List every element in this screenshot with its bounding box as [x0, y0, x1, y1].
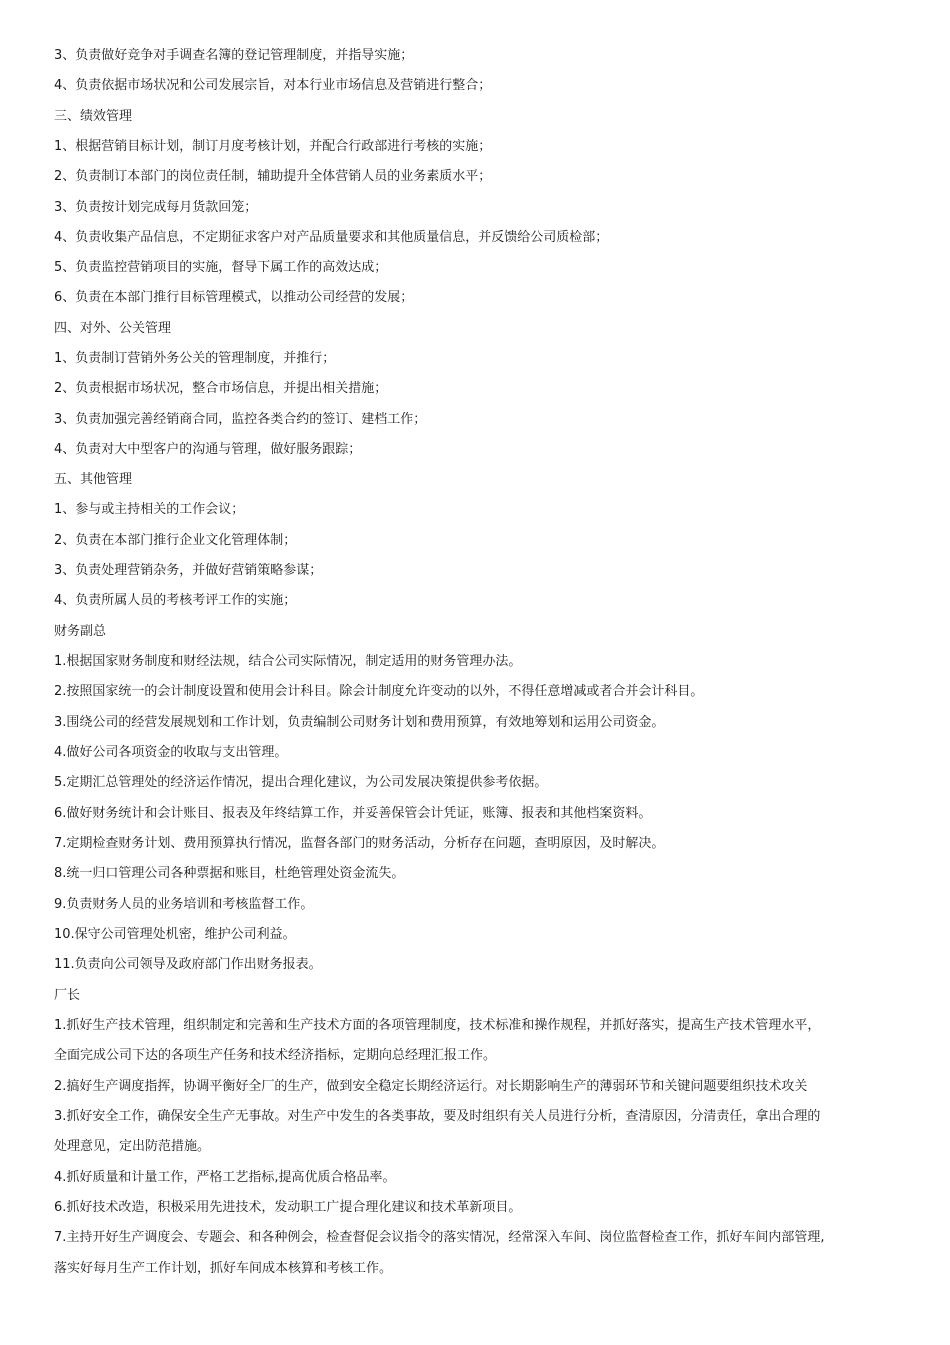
- text-line: 4、负责所属人员的考核考评工作的实施；: [54, 593, 297, 608]
- text-line: 3、负责按计划完成每月货款回笼；: [54, 200, 258, 215]
- text-line: 4.抓好质量和计量工作，严格工艺指标,提高优质合格品率。: [54, 1170, 396, 1185]
- section-heading: 厂长: [54, 988, 81, 1003]
- text-line: 7.主持开好生产调度会、专题会、和各种例会，检查督促会议指令的落实情况，经常深入车间、岗位监督检查工作，抓好车间内部管理,: [54, 1230, 825, 1245]
- text-line: 8.统一归口管理公司各种票据和账目，杜绝管理处资金流失。: [54, 866, 405, 881]
- text-line: 10.保守公司管理处机密，维护公司利益。: [54, 927, 296, 942]
- text-line: 4、负责对大中型客户的沟通与管理，做好服务跟踪；: [54, 442, 362, 457]
- text-line: 1、参与或主持相关的工作会议；: [54, 502, 245, 517]
- text-line: 全面完成公司下达的各项生产任务和技术经济指标，定期向总经理汇报工作。: [54, 1048, 497, 1063]
- text-line: 1.抓好生产技术管理，组织制定和完善和生产技术方面的各项管理制度，技术标准和操作规程，并抓好落实，提高生产技术管理水平，: [54, 1018, 821, 1033]
- text-line: 3.围绕公司的经营发展规划和工作计划，负责编制公司财务计划和费用预算，有效地筹划和运用公司资金。: [54, 715, 665, 730]
- text-line: 处理意见，定出防范措施。: [54, 1139, 211, 1154]
- text-line: 2.按照国家统一的会计制度设置和使用会计科目。除会计制度允许变动的以外，不得任意增减或者合并会计科目。: [54, 684, 704, 699]
- text-line: 落实好每月生产工作计划，抓好车间成本核算和考核工作。: [54, 1261, 393, 1276]
- section-heading: 三、绩效管理: [54, 109, 133, 124]
- section-heading: 四、对外、公关管理: [54, 321, 172, 336]
- text-line: 1.根据国家财务制度和财经法规，结合公司实际情况，制定适用的财务管理办法。: [54, 654, 522, 669]
- text-line: 5.定期汇总管理处的经济运作情况，提出合理化建议，为公司发展决策提供参考依据。: [54, 775, 548, 790]
- text-line: 11.负责向公司领导及政府部门作出财务报表。: [54, 957, 322, 972]
- text-line: 1、根据营销目标计划，制订月度考核计划，并配合行政部进行考核的实施；: [54, 139, 492, 154]
- text-line: 3、负责处理营销杂务，并做好营销策略参谋；: [54, 563, 323, 578]
- text-line: 2.搞好生产调度指挥，协调平衡好全厂的生产，做到安全稳定长期经济运行。对长期影响生产的薄弱环节和关键问题要组织技术攻关: [54, 1079, 808, 1094]
- text-line: 9.负责财务人员的业务培训和考核监督工作。: [54, 897, 314, 912]
- section-heading: 五、其他管理: [54, 472, 133, 487]
- text-line: 4、负责收集产品信息，不定期征求客户对产品质量要求和其他质量信息，并反馈给公司质检部；: [54, 230, 609, 245]
- text-line: 2、负责制订本部门的岗位责任制，辅助提升全体营销人员的业务素质水平；: [54, 169, 492, 184]
- text-line: 1、负责制订营销外务公关的管理制度，并推行；: [54, 351, 336, 366]
- text-line: 6.抓好技术改造，积极采用先进技术，发动职工广提合理化建议和技术革新项目。: [54, 1200, 522, 1215]
- section-heading: 财务副总: [54, 624, 107, 639]
- text-line: 4.做好公司各项资金的收取与支出管理。: [54, 745, 288, 760]
- text-line: 3、负责做好竞争对手调查名簿的登记管理制度，并指导实施；: [54, 48, 414, 63]
- text-line: 7.定期检查财务计划、费用预算执行情况，监督各部门的财务活动，分析存在问题，查明原因，及时解决。: [54, 836, 665, 851]
- text-line: 6、负责在本部门推行目标管理模式，以推动公司经营的发展；: [54, 290, 414, 305]
- text-line: 6.做好财务统计和会计账目、报表及年终结算工作，并妥善保管会计凭证，账簿、报表和其他档案资料。: [54, 806, 652, 821]
- text-line: 3.抓好安全工作，确保安全生产无事故。对生产中发生的各类事故，要及时组织有关人员进行分析，查清原因，分清责任，拿出合理的: [54, 1109, 821, 1124]
- text-line: 3、负责加强完善经销商合同，监控各类合约的签订、建档工作；: [54, 412, 427, 427]
- text-line: 2、负责在本部门推行企业文化管理体制；: [54, 533, 297, 548]
- text-line: 2、负责根据市场状况，整合市场信息，并提出相关措施；: [54, 381, 388, 396]
- text-line: 4、负责依据市场状况和公司发展宗旨，对本行业市场信息及营销进行整合；: [54, 78, 492, 93]
- text-line: 5、负责监控营销项目的实施，督导下属工作的高效达成；: [54, 260, 388, 275]
